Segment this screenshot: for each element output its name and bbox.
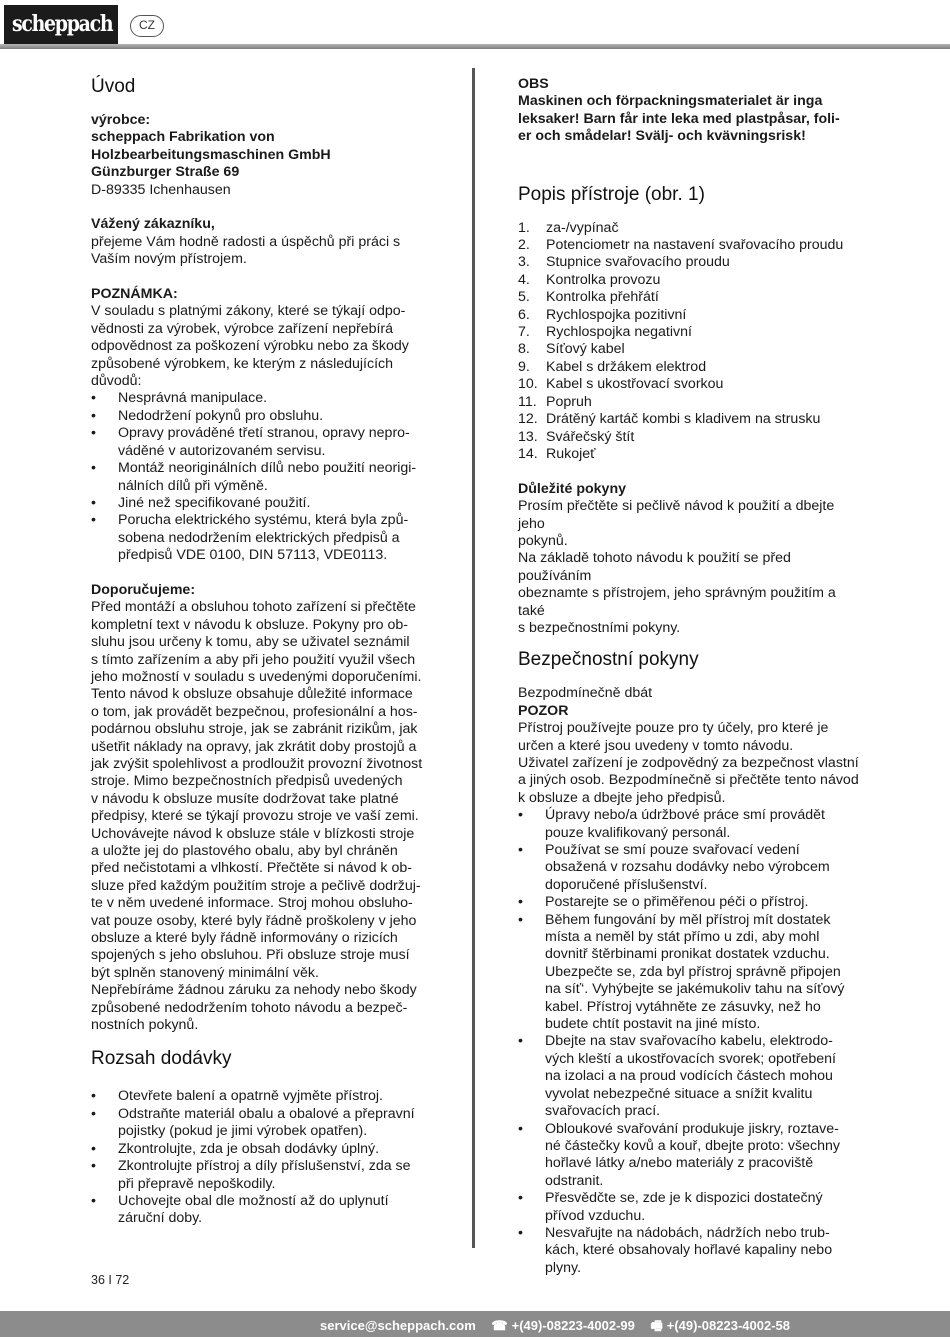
text-line: v návodu k obsluze musíte dodržovat take platné	[91, 790, 399, 807]
text-line: Uchovávejte návod k obsluze stále v blízkosti stroje	[91, 825, 415, 842]
note-text	[91, 303, 436, 390]
text-line: pokynů.	[518, 532, 568, 549]
fax-icon: 🖷	[650, 1318, 663, 1333]
parts-list-item	[518, 429, 863, 446]
list-item-line: • Zkontrolujte, zda je obsah dodávky úplný.	[118, 1140, 380, 1157]
item-label: Rukojeť	[546, 445, 596, 462]
list-item-line: Ubezpečte se, zda byl přístroj správně připojen	[545, 963, 841, 980]
list-item	[518, 1225, 863, 1277]
list-item-line: obsažená v rozsahu dodávky nebo výrobcem	[545, 859, 830, 876]
list-item-line: při přepravě nepoškodily.	[118, 1175, 276, 1192]
list-item	[91, 512, 436, 564]
header-bar	[0, 44, 950, 49]
maker-label: výrobce:	[91, 112, 151, 128]
item-label: Kabel s držákem elektrod	[546, 358, 707, 375]
text-line: Na základě tohoto návodu k použití se před používáním	[518, 550, 791, 584]
parts-list	[518, 220, 863, 464]
recommend-text	[91, 599, 436, 1034]
list-item-line: • Nesvařujte na nádobách, nádržích nebo trub-	[545, 1224, 830, 1241]
dear-line-1: přejeme Vám hodně radosti a úspěchů při práci s	[91, 233, 401, 250]
item-number: 8.	[518, 341, 530, 358]
list-item-line: svařovacích prací.	[545, 1103, 661, 1120]
text-line: jeho možností v souladu s uvedenými doporučeními.	[91, 668, 422, 685]
safety-subtitle: Bezpodmínečně dbát	[518, 685, 653, 702]
text-line: a uložte jej do plastového obalu, aby byl chráněn	[91, 843, 398, 860]
text-line: Před montáží a obsluhou tohoto zařízení si přečtěte	[91, 599, 416, 616]
list-item-line: vých kleští a ukostřovacích svorek; opotřebení	[545, 1050, 836, 1067]
list-item-line: vyvolat nebezpečné situace a snížit kvalitu	[545, 1085, 813, 1102]
column-divider	[472, 68, 475, 1248]
important-title: Důležité pokyny	[518, 480, 627, 497]
list-item	[518, 912, 863, 1034]
text-line: Uživatel zařízení je zodpovědný za bezpečnost vlastní	[518, 754, 859, 771]
text-line: být splněn stanovený minimální věk.	[91, 964, 319, 981]
list-item	[91, 408, 436, 425]
parts-list-item	[518, 307, 863, 324]
list-item-line: předpisů VDE 0100, DIN 57113, VDE0113.	[118, 547, 388, 564]
obs-title: OBS	[518, 76, 549, 92]
text-line: sluhu jsou určeny k tomu, aby se uživatel seznámil	[91, 634, 410, 651]
list-item-line: • Porucha elektrického systému, která byla způ-	[118, 512, 409, 529]
list-item	[91, 1158, 436, 1193]
list-item-line: • Během fungování by měl přístroj mít dostatek	[545, 911, 831, 928]
list-item-line: hořlavé látky a/nebo materiály z pracoviště	[545, 1155, 814, 1172]
text-line: podárnou obsluhu stroje, jak se zabránit rizikům, jak	[91, 721, 418, 738]
text-line: nostních pokynů.	[91, 1017, 199, 1034]
list-item-line: • Zkontrolujte přístroj a díly příslušenství, zda se	[118, 1158, 411, 1175]
important-text	[518, 498, 863, 637]
text-line: k obsluze a dbejte jeho předpisů.	[518, 789, 726, 806]
item-label: Popruh	[546, 393, 592, 410]
list-item-line: kabel. Přístroj vytáhněte ze zásuvky, než ho	[545, 998, 821, 1015]
parts-list-item	[518, 237, 863, 254]
item-label: Síťový kabel	[546, 341, 625, 358]
item-label: za-/vypínač	[546, 219, 619, 236]
list-item-line: přívod vzduchu.	[545, 1207, 646, 1224]
item-label: Rychlospojka negativní	[546, 324, 692, 341]
text-line: Tento návod k obsluze obsahuje důležité informace	[91, 686, 413, 703]
text-line: Maskinen och förpackningsmaterialet är inga	[518, 93, 823, 110]
list-item	[91, 1088, 436, 1105]
text-line: er och smådelar! Svälj- och kvävningsrisk!	[518, 128, 806, 145]
list-item-line: záruční doby.	[118, 1210, 203, 1227]
list-item-line: na síť‘. Vyhýbejte se jakémukoliv tahu na síťový	[545, 981, 845, 998]
list-item-line: • Uchovejte obal dle možností až do uplynutí	[118, 1192, 389, 1209]
item-label: Drátěný kartáč kombi s kladivem na strusku	[546, 411, 821, 428]
text-line: stroje. Mimo bezpečnostních předpisů uvedených	[91, 773, 403, 790]
list-item	[518, 894, 863, 911]
language-badge: CZ	[130, 15, 164, 37]
item-number: 7.	[518, 324, 530, 341]
text-line: vat pouze osoby, které byly řádně proškoleny v jeho	[91, 912, 417, 929]
item-label: Stupnice svařovacího proudu	[546, 254, 730, 271]
text-line: leksaker! Barn får inte leka med plastpåsar, foli-	[518, 110, 840, 127]
text-line: vědnosti za výrobek, výrobce zařízení nepřebírá	[91, 320, 394, 337]
page-number: 36 I 72	[91, 1273, 130, 1287]
text-line: důvodů:	[91, 373, 142, 390]
scheppach-logo	[4, 5, 118, 45]
delivery-title: Rozsah dodávky	[91, 1048, 232, 1070]
list-item	[91, 460, 436, 495]
obs-text	[518, 93, 863, 145]
text-line: odpovědnost za poškození výrobku nebo za škody	[91, 338, 409, 355]
logo-text: scheppach	[11, 11, 113, 37]
list-item-line: kách, které obsahovaly hořlavé kapaliny nebo	[545, 1242, 833, 1259]
note-title: POZNÁMKA:	[91, 286, 178, 303]
maker-name-2: Holzbearbeitungsmaschinen GmbH	[91, 146, 331, 163]
note-list	[91, 390, 436, 564]
item-label: Svářečský štít	[546, 428, 635, 445]
list-item	[518, 1121, 863, 1191]
text-line: před nečistotami a vlhkostí. Přečtěte si návod k ob-	[91, 860, 412, 877]
parts-list-item	[518, 411, 863, 428]
description-title: Popis přístroje (obr. 1)	[518, 183, 705, 205]
text-line: způsobené výrobkem, ke kterým z následujících	[91, 355, 394, 372]
text-line: jak zvýšit spolehlivost a prodloužit provozní životnost	[91, 755, 423, 772]
list-item	[518, 1033, 863, 1120]
list-item-line: sobena nedodržením elektrických předpisů a	[118, 529, 400, 546]
list-item	[91, 390, 436, 407]
list-item-line: budete chtít postavit na jiné místo.	[545, 1016, 761, 1033]
list-item	[91, 1193, 436, 1228]
item-number: 13.	[518, 428, 538, 445]
list-item-line: • Nedodržení pokynů pro obsluhu.	[118, 407, 324, 424]
list-item-line: • Postarejte se o přiměřenou péči o přístroj.	[545, 894, 809, 911]
parts-list-item	[518, 272, 863, 289]
item-number: 10.	[518, 376, 538, 393]
text-line: spojených s jeho obsluhou. Při obsluze stroje musí	[91, 947, 410, 964]
list-item-line: • Úpravy nebo/a údržbové práce smí provádět	[545, 807, 825, 824]
item-number: 14.	[518, 445, 538, 462]
list-item-line: • Dbejte na stav svařovacího kabelu, elektrodo-	[545, 1033, 833, 1050]
list-item-line: • Obloukové svařování produkuje jiskry, roztave-	[545, 1120, 839, 1137]
item-number: 2.	[518, 237, 530, 254]
list-item-line: pouze kvalifikovaný personál.	[545, 824, 731, 841]
list-item-line: plyny.	[545, 1259, 582, 1276]
list-item	[518, 842, 863, 894]
item-label: Rychlospojka pozitivní	[546, 306, 687, 323]
list-item-line: na izolaci a na proud vodících částech mohou	[545, 1068, 833, 1085]
list-item	[518, 807, 863, 842]
item-number: 11.	[518, 393, 537, 410]
list-item	[518, 1190, 863, 1225]
list-item	[91, 425, 436, 460]
parts-list-item	[518, 254, 863, 271]
text-line: a jiných osob. Bezpodmínečně si přečtěte tento návod	[518, 772, 859, 789]
list-item-line: • Montáž neoriginálních dílů nebo použití neorigi-	[118, 460, 417, 477]
text-line: V souladu s platnými zákony, které se týkají odpo-	[91, 303, 406, 320]
text-line: obsluze a které byly řádně informovány o rizicích	[91, 930, 398, 947]
item-label: Potenciometr na nastavení svařovacího proudu	[546, 237, 844, 254]
list-item-line: né částečky kovů a kouř, dbejte proto: všechny	[545, 1137, 840, 1154]
list-item-line: • Používat se smí pouze svařovací vedení	[545, 842, 800, 859]
parts-list-item	[518, 324, 863, 341]
list-item	[91, 1141, 436, 1158]
maker-name-1: scheppach Fabrikation von	[91, 129, 275, 146]
safety-list	[518, 807, 863, 1277]
parts-list-item	[518, 446, 863, 463]
item-number: 12.	[518, 411, 538, 428]
delivery-list	[91, 1088, 436, 1227]
text-line: o tom, jak provádět bezpečnou, profesionální a hos-	[91, 703, 418, 720]
footer-fax: +(49)-08223-4002-58	[666, 1318, 790, 1333]
right-column	[518, 76, 863, 1277]
list-item-line: • Nesprávná manipulace.	[118, 390, 268, 407]
parts-list-item	[518, 394, 863, 411]
list-item-line: nálních dílů při výměně.	[118, 477, 268, 494]
text-line: kompletní text v návodu k obsluze. Pokyny pro ob-	[91, 616, 409, 633]
parts-list-item	[518, 289, 863, 306]
list-item-line: • Přesvědčte se, zde je k dispozici dostatečný	[545, 1190, 823, 1207]
item-number: 9.	[518, 358, 530, 375]
list-item-line: odstranit.	[545, 1172, 604, 1189]
footer-phone: +(49)-08223-4002-99	[511, 1318, 635, 1333]
dear-line-2: Vaším novým přístrojem.	[91, 251, 247, 268]
recommend-title: Doporučujeme:	[91, 581, 196, 598]
list-item-line: • Jiné než specifikované použití.	[118, 494, 311, 511]
parts-list-item	[518, 220, 863, 237]
text-line: způsobené nedodržením tohoto návodu a bezpeč-	[91, 999, 408, 1016]
item-number: 5.	[518, 289, 530, 306]
text-line: sluze před každým použitím stroje a pečlivě dodržuj-	[91, 877, 421, 894]
text-line: ušetřit náklady na opravy, jak zkrátit doby prostojů a	[91, 738, 417, 755]
text-line: s tímto zařízením a aby při jeho použití využil všech	[91, 651, 416, 668]
parts-list-item	[518, 341, 863, 358]
item-label: Kabel s ukostřovací svorkou	[546, 376, 724, 393]
list-item-line: dovnitř štěrbinami pronikat dostatek vzduchu.	[545, 946, 830, 963]
text-line: s bezpečnostními pokyny.	[518, 619, 681, 636]
text-line: obeznamte s přístrojem, jeho správným použitím a také	[518, 585, 836, 619]
page-header	[0, 0, 950, 50]
text-line: te v něm uvedené informace. Stroj mohou obsluho-	[91, 895, 413, 912]
text-line: určen a které jsou uvedeny v tomto návodu.	[518, 737, 794, 754]
list-item-line: pojistky (pokud je jimi výrobek opatřen).	[118, 1123, 368, 1140]
footer-email: service@scheppach.com	[320, 1318, 476, 1333]
list-item-line: místa a neměl by stát přímo u zdi, aby mohl	[545, 929, 820, 946]
list-item	[91, 495, 436, 512]
parts-list-item	[518, 359, 863, 376]
left-column	[91, 76, 436, 1228]
text-line: Nepřebíráme žádnou záruku za nehody nebo škody	[91, 982, 417, 999]
phone-icon: ☎	[491, 1318, 508, 1333]
safety-warning: POZOR	[518, 702, 569, 719]
list-item-line: • Odstraňte materiál obalu a obalové a přepravní	[118, 1105, 415, 1122]
text-line: předpisy, které se týkají provozu stroje ve vaší zemi.	[91, 808, 419, 825]
list-item-line: doporučené příslušenství.	[545, 876, 708, 893]
dear-title: Vážený zákazníku,	[91, 216, 215, 233]
list-item-line: • Opravy prováděné třetí stranou, opravy nepro-	[118, 425, 410, 442]
item-label: Kontrolka přehřátí	[546, 289, 659, 306]
item-number: 3.	[518, 254, 530, 271]
item-number: 1.	[518, 219, 530, 236]
item-number: 6.	[518, 306, 530, 323]
list-item-line: • Otevřete balení a opatrně vyjměte přístroj.	[118, 1088, 383, 1105]
item-number: 4.	[518, 271, 530, 288]
safety-title: Bezpečnostní pokyny	[518, 649, 699, 671]
list-item	[91, 1106, 436, 1141]
parts-list-item	[518, 376, 863, 393]
item-label: Kontrolka provozu	[546, 271, 661, 288]
page-footer	[0, 1311, 950, 1337]
maker-street: Günzburger Straße 69	[91, 164, 240, 181]
maker-city: D-89335 Ichenhausen	[91, 181, 231, 198]
text-line: Přístroj používejte pouze pro ty účely, pro které je	[518, 720, 829, 737]
safety-text	[518, 720, 863, 807]
text-line: Prosím přečtěte si pečlivě návod k použití a dbejte jeho	[518, 498, 835, 532]
intro-title: Úvod	[91, 76, 136, 97]
list-item-line: váděné v autorizovaném servisu.	[118, 442, 326, 459]
